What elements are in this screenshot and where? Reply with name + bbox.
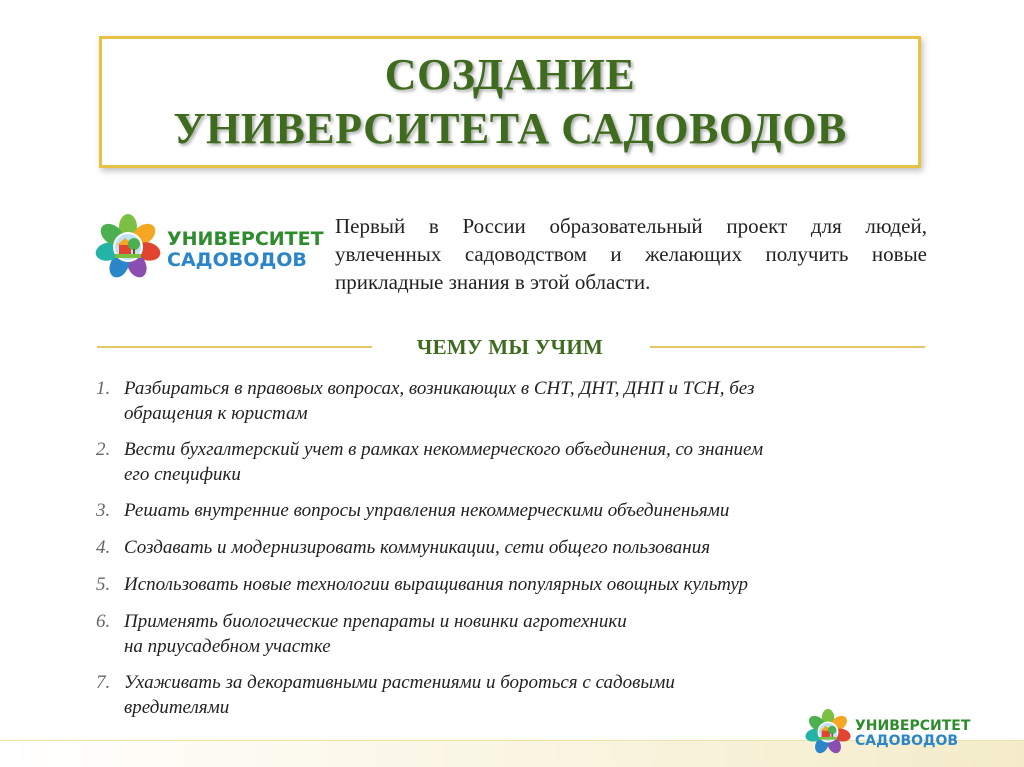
flower-logo-icon	[805, 709, 851, 755]
list-item-text: Решать внутренние вопросы управления некоммерческими объединеньями	[124, 500, 730, 521]
logo-text-line-2: САДОВОДОВ	[855, 733, 959, 749]
section-rule-right	[650, 346, 925, 348]
logo-text-line-1: УНИВЕРСИТЕТ	[855, 718, 971, 734]
flower-logo-icon	[95, 214, 161, 280]
list-item-number: 2.	[96, 439, 111, 460]
list-item-text: его специфики	[124, 464, 241, 485]
list-item-text: Вести бухгалтерский учет в рамках некоммерческого объединения, со знанием	[124, 439, 764, 460]
logo-university-gardeners	[95, 212, 324, 282]
title-line-1: СОЗДАНИЕ	[384, 50, 636, 99]
list-item-number: 7.	[96, 672, 111, 693]
intro-paragraph: Первый в России образовательный проект для людей, увлеченных садоводством и желающих получить новые прикладные знания в этой области.	[335, 214, 927, 294]
title-line-2: УНИВЕРСИТЕТА САДОВОДОВ	[173, 104, 847, 153]
list-item-text: обращения к юристам	[124, 403, 308, 424]
list-item-text: на приусадебном участке	[124, 636, 331, 657]
list-item	[96, 609, 956, 659]
list-item-text: Разбираться в правовых вопросах, возникающих в СНТ, ДНТ, ДНП и ТСН, без	[124, 378, 755, 399]
logo-text-line-1: УНИВЕРСИТЕТ	[167, 228, 324, 250]
list-item-text: Применять биологические препараты и новинки агротехники	[124, 611, 627, 632]
list-item	[96, 498, 956, 523]
skills-list	[96, 376, 956, 720]
list-item-text: Создавать и модернизировать коммуникации, сети общего пользования	[124, 537, 711, 558]
list-item-number: 4.	[96, 537, 111, 558]
list-item-text: Ухаживать за декоративными растениями и бороться с садовыми	[124, 672, 675, 693]
footer-logo	[805, 708, 980, 756]
logo-text-line-2: САДОВОДОВ	[167, 249, 307, 271]
list-item	[96, 572, 956, 597]
list-item-number: 1.	[96, 378, 111, 399]
list-item	[96, 535, 956, 560]
list-item-number: 5.	[96, 574, 111, 595]
title-frame	[99, 36, 921, 168]
list-item-number: 6.	[96, 611, 111, 632]
list-item-number: 3.	[96, 500, 111, 521]
section-rule-left	[97, 346, 372, 348]
list-item-text: Использовать новые технологии выращивания популярных овощных культур	[124, 574, 749, 595]
section-title: ЧЕМУ МЫ УЧИМ	[416, 335, 604, 359]
list-item-text: вредителями	[124, 697, 230, 718]
list-item	[96, 437, 956, 487]
list-item	[96, 376, 956, 426]
